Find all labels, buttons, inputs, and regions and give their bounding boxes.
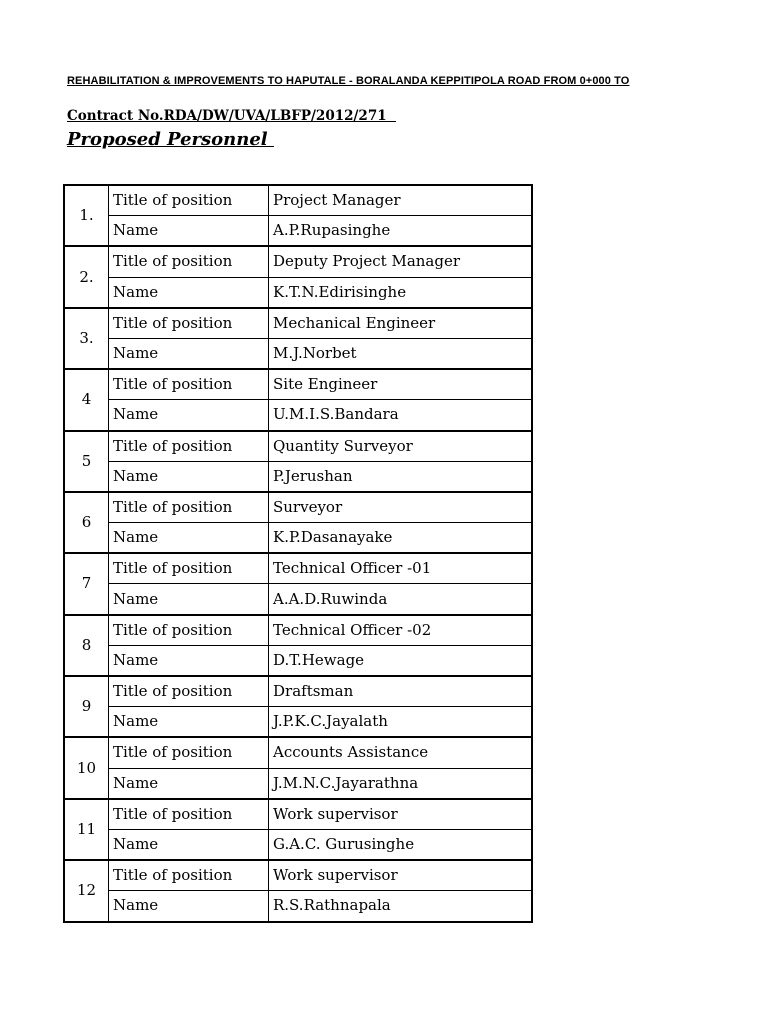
table-row-name (64, 523, 532, 554)
table-row-position (64, 553, 532, 584)
position-label: Title of position (109, 369, 269, 400)
table-row-position (64, 860, 532, 891)
table-row-position (64, 737, 532, 768)
row-number: 8 (64, 615, 109, 676)
page-title: Proposed Personnel (67, 129, 274, 150)
name-label: Name (109, 338, 269, 369)
name-value: K.T.N.Edirisinghe (269, 277, 533, 308)
table-row-name (64, 645, 532, 676)
name-label: Name (109, 216, 269, 247)
row-number: 4 (64, 369, 109, 430)
table-row-name (64, 829, 532, 860)
table-row-name (64, 891, 532, 922)
table-row-position (64, 615, 532, 646)
table-row-name (64, 400, 532, 431)
name-value: U.M.I.S.Bandara (269, 400, 533, 431)
position-label: Title of position (109, 860, 269, 891)
row-number: 12 (64, 860, 109, 921)
position-label: Title of position (109, 185, 269, 216)
name-value: D.T.Hewage (269, 645, 533, 676)
position-value: Deputy Project Manager (269, 246, 533, 277)
table-row-name (64, 461, 532, 492)
table-row-name (64, 707, 532, 738)
position-value: Technical Officer -02 (269, 615, 533, 646)
table-row-position (64, 185, 532, 216)
row-number: 10 (64, 737, 109, 798)
position-value: Accounts Assistance (269, 737, 533, 768)
personnel-table-body (64, 185, 532, 922)
name-value: A.A.D.Ruwinda (269, 584, 533, 615)
table-row-position (64, 431, 532, 462)
position-label: Title of position (109, 553, 269, 584)
name-value: A.P.Rupasinghe (269, 216, 533, 247)
table-row-name (64, 584, 532, 615)
position-label: Title of position (109, 431, 269, 462)
personnel-table (63, 184, 533, 923)
position-value: Surveyor (269, 492, 533, 523)
table-row-position (64, 492, 532, 523)
name-value: K.P.Dasanayake (269, 523, 533, 554)
position-value: Work supervisor (269, 799, 533, 830)
position-value: Draftsman (269, 676, 533, 707)
name-value: G.A.C. Gurusinghe (269, 829, 533, 860)
table-row-position (64, 369, 532, 400)
name-label: Name (109, 400, 269, 431)
name-value: R.S.Rathnapala (269, 891, 533, 922)
name-label: Name (109, 891, 269, 922)
name-value: J.M.N.C.Jayarathna (269, 768, 533, 799)
name-label: Name (109, 829, 269, 860)
position-label: Title of position (109, 492, 269, 523)
position-value: Mechanical Engineer (269, 308, 533, 339)
table-row-position (64, 676, 532, 707)
row-number: 5 (64, 431, 109, 492)
table-row-name (64, 338, 532, 369)
project-heading: REHABILITATION & IMPROVEMENTS TO HAPUTALE - BORALANDA KEPPITIPOLA ROAD FROM 0+000 TO (67, 75, 630, 87)
name-value: P.Jerushan (269, 461, 533, 492)
name-label: Name (109, 277, 269, 308)
table-row-position (64, 799, 532, 830)
name-label: Name (109, 645, 269, 676)
position-label: Title of position (109, 799, 269, 830)
row-number: 3. (64, 308, 109, 369)
position-label: Title of position (109, 676, 269, 707)
contract-number: Contract No.RDA/DW/UVA/LBFP/2012/271 (67, 108, 397, 124)
table-row-name (64, 216, 532, 247)
position-label: Title of position (109, 308, 269, 339)
position-value: Work supervisor (269, 860, 533, 891)
name-label: Name (109, 768, 269, 799)
position-value: Quantity Surveyor (269, 431, 533, 462)
row-number: 7 (64, 553, 109, 614)
name-value: J.P.K.C.Jayalath (269, 707, 533, 738)
position-value: Site Engineer (269, 369, 533, 400)
row-number: 9 (64, 676, 109, 737)
name-label: Name (109, 523, 269, 554)
row-number: 11 (64, 799, 109, 860)
position-value: Project Manager (269, 185, 533, 216)
name-value: M.J.Norbet (269, 338, 533, 369)
name-label: Name (109, 707, 269, 738)
row-number: 6 (64, 492, 109, 553)
row-number: 2. (64, 246, 109, 307)
table-row-position (64, 308, 532, 339)
row-number: 1. (64, 185, 109, 246)
name-label: Name (109, 584, 269, 615)
position-label: Title of position (109, 615, 269, 646)
position-label: Title of position (109, 246, 269, 277)
table-row-name (64, 277, 532, 308)
table-row-name (64, 768, 532, 799)
name-label: Name (109, 461, 269, 492)
position-label: Title of position (109, 737, 269, 768)
table-row-position (64, 246, 532, 277)
position-value: Technical Officer -01 (269, 553, 533, 584)
